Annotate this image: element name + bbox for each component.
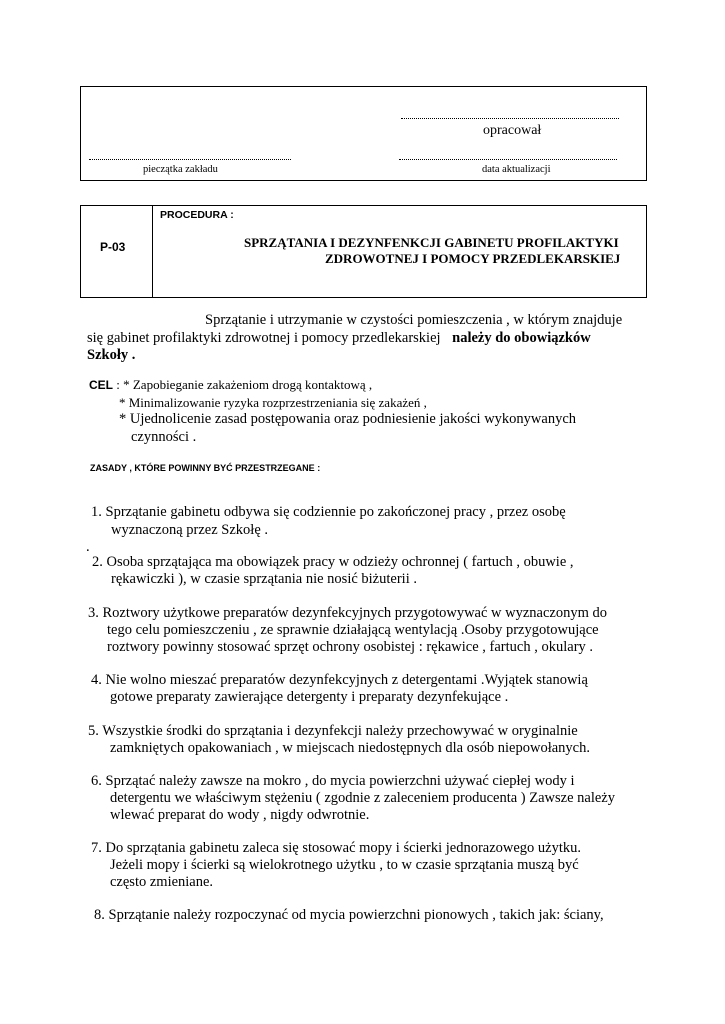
rule-1-line1: 1. Sprzątanie gabinetu odbywa się codziennie po zakończonej pracy , przez osobę <box>91 504 566 520</box>
intro-line2-text: się gabinet profilaktyki zdrowotnej i pomocy przedlekarskiej <box>87 330 441 346</box>
procedure-title-line2: ZDROWOTNEJ I POMOCY PRZEDLEKARSKIEJ <box>325 251 621 266</box>
stray-dot: . <box>86 539 90 555</box>
cel-item3: * Ujednolicenie zasad postępowania oraz podniesienie jakości wykonywanych <box>119 411 577 427</box>
cel-item2: * Minimalizowanie ryzyka rozprzestrzeniania się zakażeń , <box>119 395 427 410</box>
rule-7-line3: często zmieniane. <box>110 874 214 890</box>
rule-5-line2: zamkniętych opakowaniach , w miejscach niedostępnych dla osób niepowołanych. <box>110 740 590 756</box>
rules-heading: ZASADY , KTÓRE POWINNY BYĆ PRZESTRZEGANE : <box>90 463 321 473</box>
cel-item1 <box>89 377 372 393</box>
update-date-line <box>399 159 617 160</box>
cel-item1-text: : * Zapobieganie zakażeniom drogą kontaktową , <box>116 377 373 392</box>
rule-1-line2: wyznaczoną przez Szkołę . <box>111 522 269 538</box>
cel-item3-cont: czynności . <box>131 429 197 445</box>
procedure-label: PROCEDURA : <box>160 209 234 221</box>
rule-6-line1: 6. Sprzątać należy zawsze na mokro , do mycia powierzchni używać ciepłej wody i <box>91 773 575 789</box>
rule-8-line1: 8. Sprzątanie należy rozpoczynać od mycia powierzchni pionowych , takich jak: ściany, <box>94 907 604 923</box>
rule-5-line1: 5. Wszystkie środki do sprzątania i dezynfekcji należy przechowywać w oryginalnie <box>88 723 578 739</box>
header-box <box>80 86 647 181</box>
procedure-divider <box>152 206 153 297</box>
stamp-label: pieczątka zakładu <box>143 164 218 175</box>
prepared-label: opracował <box>483 123 542 138</box>
rule-6-line2: detergentu we właściwym stężeniu ( zgodnie z zaleceniem producenta ) Zawsze należy <box>110 790 615 806</box>
intro-line1: Sprzątanie i utrzymanie w czystości pomieszczenia , w którym znajduje <box>205 312 623 328</box>
procedure-box <box>80 205 647 298</box>
cel-label: CEL <box>89 378 113 392</box>
rule-7-line1: 7. Do sprzątania gabinetu zaleca się stosować mopy i ścierki jednorazowego użytku. <box>91 840 582 856</box>
update-date-label: data aktualizacji <box>482 164 551 175</box>
rule-3-line1: 3. Roztwory użytkowe preparatów dezynfekcyjnych przygotowywać w wyznaczonym do <box>88 605 608 621</box>
rule-6-line3: wlewać preparat do wody , nigdy odwrotnie. <box>110 807 370 823</box>
rule-4-line2: gotowe preparaty zawierające detergenty i preparaty dezynfekujące . <box>110 689 509 705</box>
procedure-title-line1: SPRZĄTANIA I DEZYNFENKCJI GABINETU PROFILAKTYKI <box>244 235 619 250</box>
stamp-line <box>89 159 291 160</box>
intro-line2-bold: należy do obowiązków <box>452 330 591 346</box>
rule-2-line2: rękawiczki ), w czasie sprzątania nie nosić biżuterii . <box>111 571 417 587</box>
rule-2-line1: 2. Osoba sprzątająca ma obowiązek pracy w odzieży ochronnej ( fartuch , obuwie , <box>92 554 574 570</box>
intro-line3: Szkoły . <box>87 347 136 363</box>
procedure-code: P-03 <box>100 240 126 254</box>
rule-3-line2: tego celu pomieszczeniu , ze sprawnie działającą wentylacją .Osoby przygotowujące <box>107 622 599 638</box>
intro-line2 <box>87 329 591 347</box>
rule-3-line3: roztwory powinny stosować sprzęt ochrony osobistej : rękawice , fartuch , okulary . <box>107 639 594 655</box>
rule-7-line2: Jeżeli mopy i ścierki są wielokrotnego użytku , to w czasie sprzątania muszą być <box>110 857 579 873</box>
rule-4-line1: 4. Nie wolno mieszać preparatów dezynfekcyjnych z detergentami .Wyjątek stanowią <box>91 672 588 688</box>
prepared-signature-line <box>401 118 619 119</box>
